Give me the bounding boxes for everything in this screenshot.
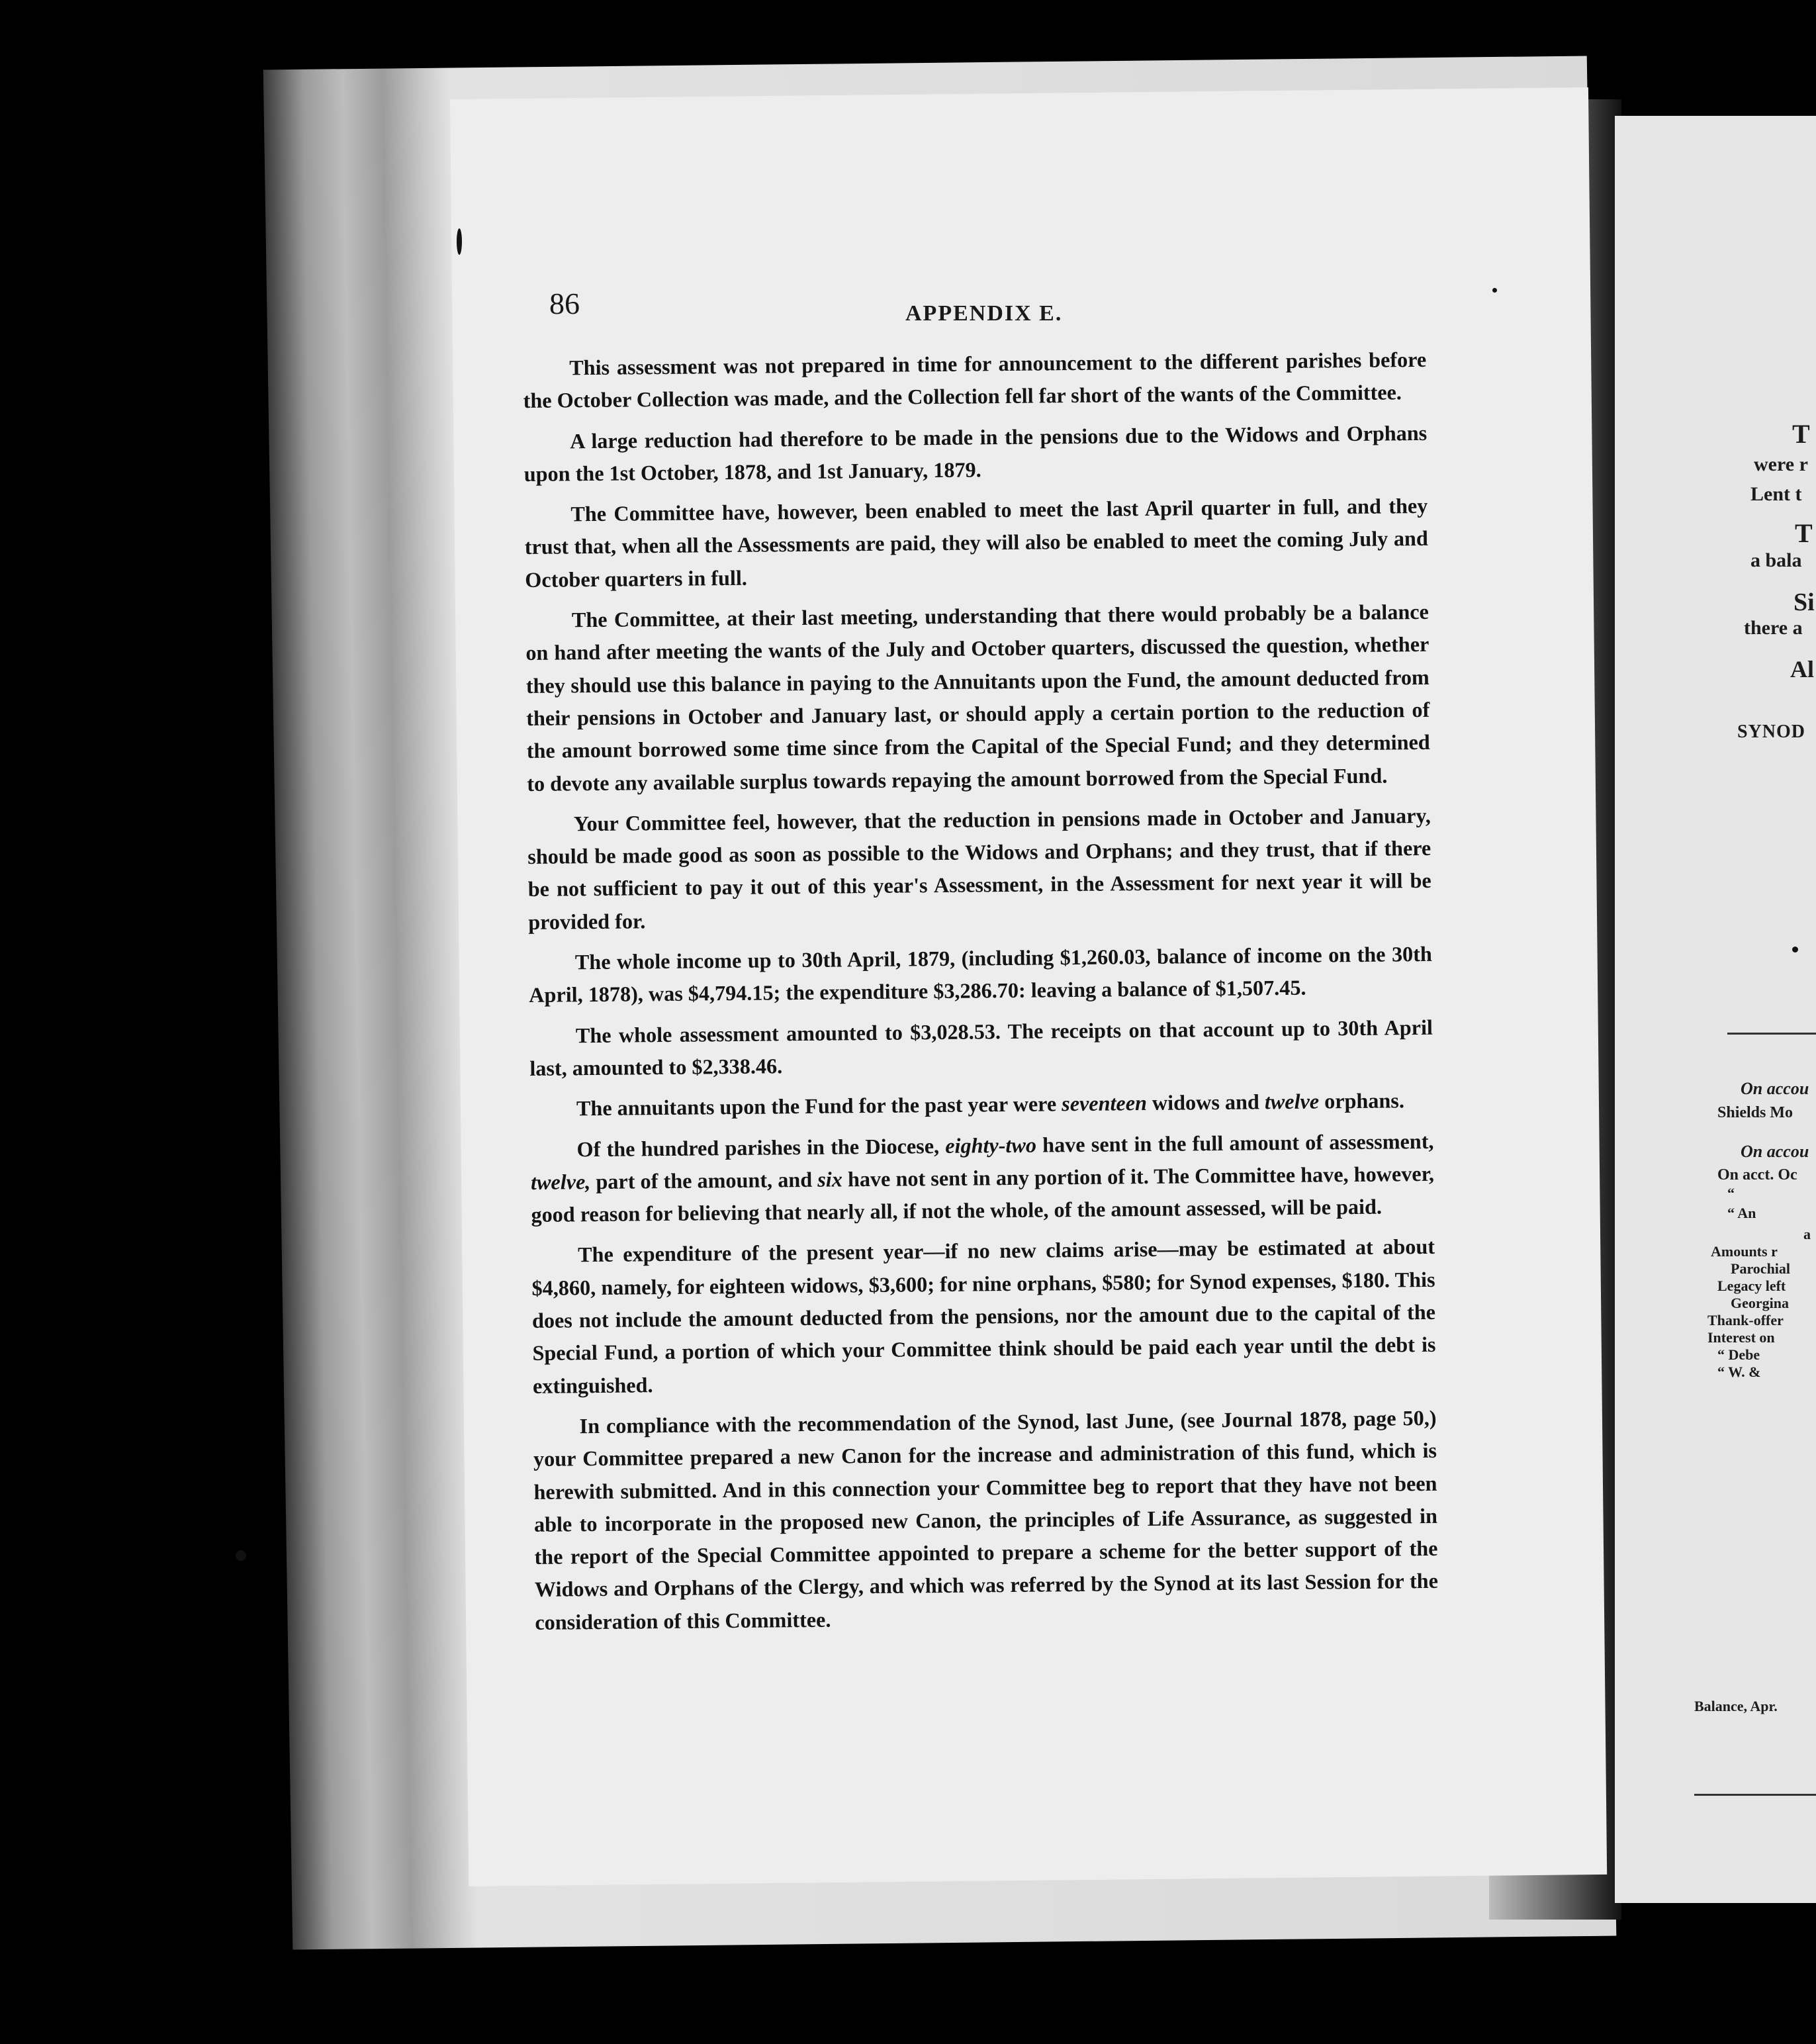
- table-rule: [1727, 1033, 1816, 1035]
- right-page-fragment: Al: [1790, 656, 1814, 682]
- right-page-fragment: there a: [1744, 617, 1803, 639]
- right-page-fragment: “ Debe: [1717, 1346, 1760, 1363]
- right-page-fragment: Interest on: [1707, 1329, 1775, 1346]
- right-page-fragment: Shields Mo: [1717, 1104, 1793, 1121]
- right-page-fragment: On accou: [1741, 1142, 1809, 1161]
- paragraph: The expenditure of the present year—if no new claims arise—may be estimated at about $4,860, namely, for eighteen widows, $3,600; for nine orphans, $580; for Synod expenses, $180. This does not include the amount deducted from the pensions, nor the amount due to the capital of the Special Fund, a portion of which your Committee think should be paid each year until the debt is extinguished.: [531, 1234, 1436, 1398]
- table-rule: [1694, 1794, 1816, 1796]
- paragraph: The Committee have, however, been enabled to meet the last April quarter in full, and they trust that, when all the Assessments are paid, they will also be enabled to meet the coming July and October quarters in full.: [524, 494, 1428, 592]
- paragraph: This assessment was not prepared in time for announcement to the different parishes before the October Collection was made, and the Collection fell far short of the wants of the Committee.: [523, 347, 1427, 413]
- right-page-fragment: T: [1795, 518, 1813, 548]
- running-head: APPENDIX E.: [905, 301, 1063, 326]
- paragraph: The whole assessment amounted to $3,028.53. The receipts on that account up to 30th April last, amounted to $2,338.46.: [529, 1015, 1433, 1080]
- paragraph: The whole income up to 30th April, 1879, (including $1,260.03, balance of income on the 30th April, 1878), was $4,794.15; the expenditure $3,286.70: leaving a balance of $1,507.45.: [529, 941, 1432, 1007]
- paragraph: Your Committee feel, however, that the reduction in pensions made in October and January, should be made good as soon as possible to the Widows and Orphans; and they trust, that if there be not sufficient to pay it out of this year's Assessment, in the Assessment for next year it will be provided for.: [527, 803, 1431, 934]
- paragraph: The annuitants upon the Fund for the past year were seventeen widows and twelve orphans.: [576, 1088, 1405, 1121]
- right-page-fragment: a: [1803, 1226, 1811, 1242]
- scan-speck: [1492, 288, 1497, 293]
- right-page-fragment: Balance, Apr.: [1694, 1698, 1778, 1714]
- right-page-fragment: “ W. &: [1717, 1364, 1761, 1380]
- right-page-fragment: a bala: [1750, 549, 1802, 571]
- scan-speck: [236, 1550, 246, 1561]
- scan-speck: [457, 228, 462, 255]
- paragraph: The Committee, at their last meeting, understanding that there would probably be a balance on hand after meeting the wants of the July and October quarters, discussed the question, whether they should use this balance in paying to the Annuitants upon the Fund, the amount deducted from their pensions in October and January last, or should apply a certain portion to the reduction of the amount borrowed some time since from the Capital of the Special Fund; and they determined to devote any available surplus towards repaying the amount borrowed from the Special Fund.: [525, 599, 1430, 796]
- right-page-fragment: “: [1727, 1185, 1735, 1201]
- body-text: [523, 344, 1439, 1647]
- page-number: 86: [549, 287, 580, 320]
- right-page-fragment: Thank-offer: [1707, 1312, 1784, 1328]
- right-page-fragment: On acct. Oc: [1717, 1166, 1797, 1184]
- right-page-fragment: Si: [1793, 588, 1815, 616]
- right-page-fragment: Georgina: [1731, 1295, 1789, 1311]
- paragraph: A large reduction had therefore to be made in the pensions due to the Widows and Orphans upon the 1st October, 1878, and 1st January, 1879.: [523, 420, 1428, 486]
- right-page-fragment: On accou: [1741, 1079, 1809, 1098]
- right-page-fragment: SYNOD: [1737, 721, 1806, 742]
- right-page-fragment: Lent t: [1750, 483, 1802, 505]
- paragraph: In compliance with the recommendation of the Synod, last June, (see Journal 1878, page 50,) your Committee prepared a new Canon for the increase and administration of this fund, which is herewith submitted. And in this connection your Committee beg to report that they have not been able to incorporate in the proposed new Canon, the principles of Life Assurance, as suggested in the report of the Special Committee appointed to prepare a scheme for the better support of the Widows and Orphans of the Clergy, and which was referred by the Synod at its last Session for the consideration of this Committee.: [533, 1405, 1439, 1634]
- paragraph: Of the hundred parishes in the Diocese, eighty-two have sent in the full amount of assessment, twelve, part of the amount, and six have not sent in any portion of it. The Committee have, however, good reason for believing that nearly all, if not the whole, of the amount assessed, will be paid.: [530, 1129, 1435, 1227]
- right-page-fragment: Legacy left: [1717, 1278, 1786, 1294]
- right-page-fragment: T: [1792, 419, 1810, 449]
- right-page-fragment: Parochial: [1731, 1260, 1791, 1277]
- right-page-fragment: Amounts r: [1711, 1243, 1778, 1260]
- right-page-fragment: were r: [1754, 453, 1808, 475]
- right-page: [1615, 116, 1816, 1903]
- scan-speck: [1792, 947, 1798, 952]
- right-page-fragment: “ An: [1727, 1205, 1756, 1221]
